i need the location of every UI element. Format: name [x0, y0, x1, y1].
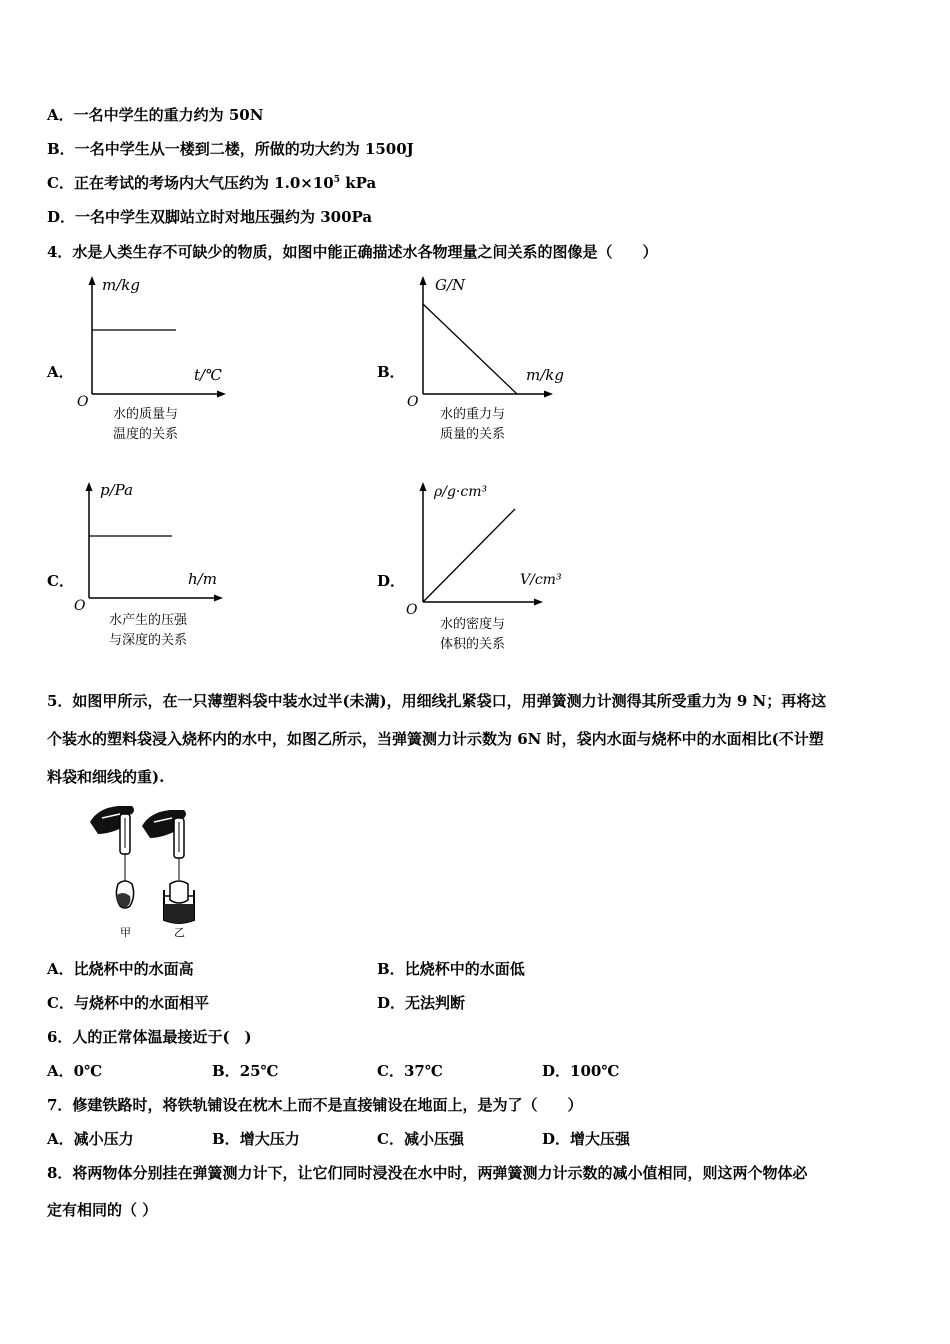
q4-graph-a-y-label: m/kg [102, 276, 140, 294]
q4-graph-c-caption-2: 与深度的关系 [109, 633, 188, 648]
q4-graph-d-letter: D． [377, 572, 406, 590]
q5-option-b: B．比烧杯中的水面低 [377, 960, 525, 978]
q4-graph-b-caption-2: 质量的关系 [440, 427, 506, 442]
q5-fig-label-b: 乙 [174, 926, 185, 939]
q5-stem-line-2: 个装水的塑料袋浸入烧杯内的水中，如图乙所示，当弹簧测力计示数为 6N 时，袋内水面与烧杯中的水面相比(不计塑 [47, 730, 824, 748]
q6-option-c: C．37℃ [377, 1062, 443, 1080]
q3-option-a: A．一名中学生的重力约为 50N [47, 106, 264, 124]
q5-figure [80, 800, 220, 945]
q4-graph-d-caption-2: 体积的关系 [440, 637, 506, 652]
q5-option-c: C．与烧杯中的水面相平 [47, 994, 209, 1012]
q7-option-a: A．减小压力 [47, 1130, 134, 1148]
q4-stem: 4．水是人类生存不可缺少的物质，如图中能正确描述水各物理量之间关系的图像是（ ） [47, 243, 658, 261]
q7-option-c: C．减小压强 [377, 1130, 464, 1148]
q4-graph-d [400, 478, 575, 653]
q4-graph-b-caption-1: 水的重力与 [440, 407, 506, 422]
q4-graph-a-caption-2: 温度的关系 [113, 427, 179, 442]
q4-graph-c-letter: C． [47, 572, 74, 590]
q4-graph-a-origin: O [77, 394, 89, 410]
q4-graph-a [70, 272, 230, 447]
q5-option-a: A．比烧杯中的水面高 [47, 960, 194, 978]
q4-graph-c [70, 478, 230, 653]
q4-graph-b [400, 272, 570, 447]
q7-stem: 7．修建铁路时，将铁轨铺设在枕木上而不是直接铺设在地面上，是为了（ ） [47, 1096, 583, 1114]
q5-option-d: D．无法判断 [377, 994, 466, 1012]
q4-graph-a-x-label: t/℃ [194, 366, 222, 384]
q4-graph-c-caption-1: 水产生的压强 [109, 613, 188, 628]
q8-stem-line-2: 定有相同的（ ） [47, 1201, 158, 1219]
q6-option-b: B．25℃ [212, 1062, 279, 1080]
q8-stem-line-1: 8．将两物体分别挂在弹簧测力计下，让它们同时浸没在水中时，两弹簧测力计示数的减小值相同，则这两个物体必 [47, 1164, 808, 1182]
q6-stem: 6．人的正常体温最接近于( ) [47, 1028, 252, 1046]
q4-graph-d-y-label: ρ/g·cm³ [434, 484, 488, 500]
q4-graph-c-y-label: p/Pa [100, 481, 134, 499]
q7-option-d: D．增大压强 [542, 1130, 631, 1148]
q4-graph-c-origin: O [74, 598, 86, 614]
q4-graph-d-x-label: V/cm³ [520, 572, 562, 588]
q4-graph-b-y-label: G/N [435, 276, 466, 294]
q6-option-d: D．100℃ [542, 1062, 620, 1080]
q5-stem-line-1: 5．如图甲所示，在一只薄塑料袋中装水过半(未满)，用细线扎紧袋口，用弹簧测力计测得其所受重力为 9 N；再将这 [47, 692, 827, 710]
q4-graph-b-x-label: m/kg [526, 366, 564, 384]
q3-option-c: C．正在考试的考场内大气压约为 $1.0\times 10^5$ kPa [47, 174, 377, 192]
q4-graph-a-caption-1: 水的质量与 [113, 407, 179, 422]
q4-graph-c-x-label: h/m [188, 570, 217, 588]
q5-stem-line-3: 料袋和细线的重). [47, 768, 165, 786]
q4-graph-a-letter: A． [47, 363, 74, 381]
q4-graph-d-origin: O [406, 602, 418, 618]
q3-option-d: D．一名中学生双脚站立时对地压强约为 300Pa [47, 208, 373, 226]
q4-graph-b-letter: B． [377, 363, 405, 381]
q4-graph-b-origin: O [407, 394, 419, 410]
q3-option-b: B．一名中学生从一楼到二楼，所做的功大约为 1500J [47, 140, 414, 158]
q5-fig-label-a: 甲 [120, 926, 131, 939]
q4-graph-d-caption-1: 水的密度与 [440, 617, 506, 632]
q6-option-a: A．0℃ [47, 1062, 103, 1080]
q7-option-b: B．增大压力 [212, 1130, 300, 1148]
